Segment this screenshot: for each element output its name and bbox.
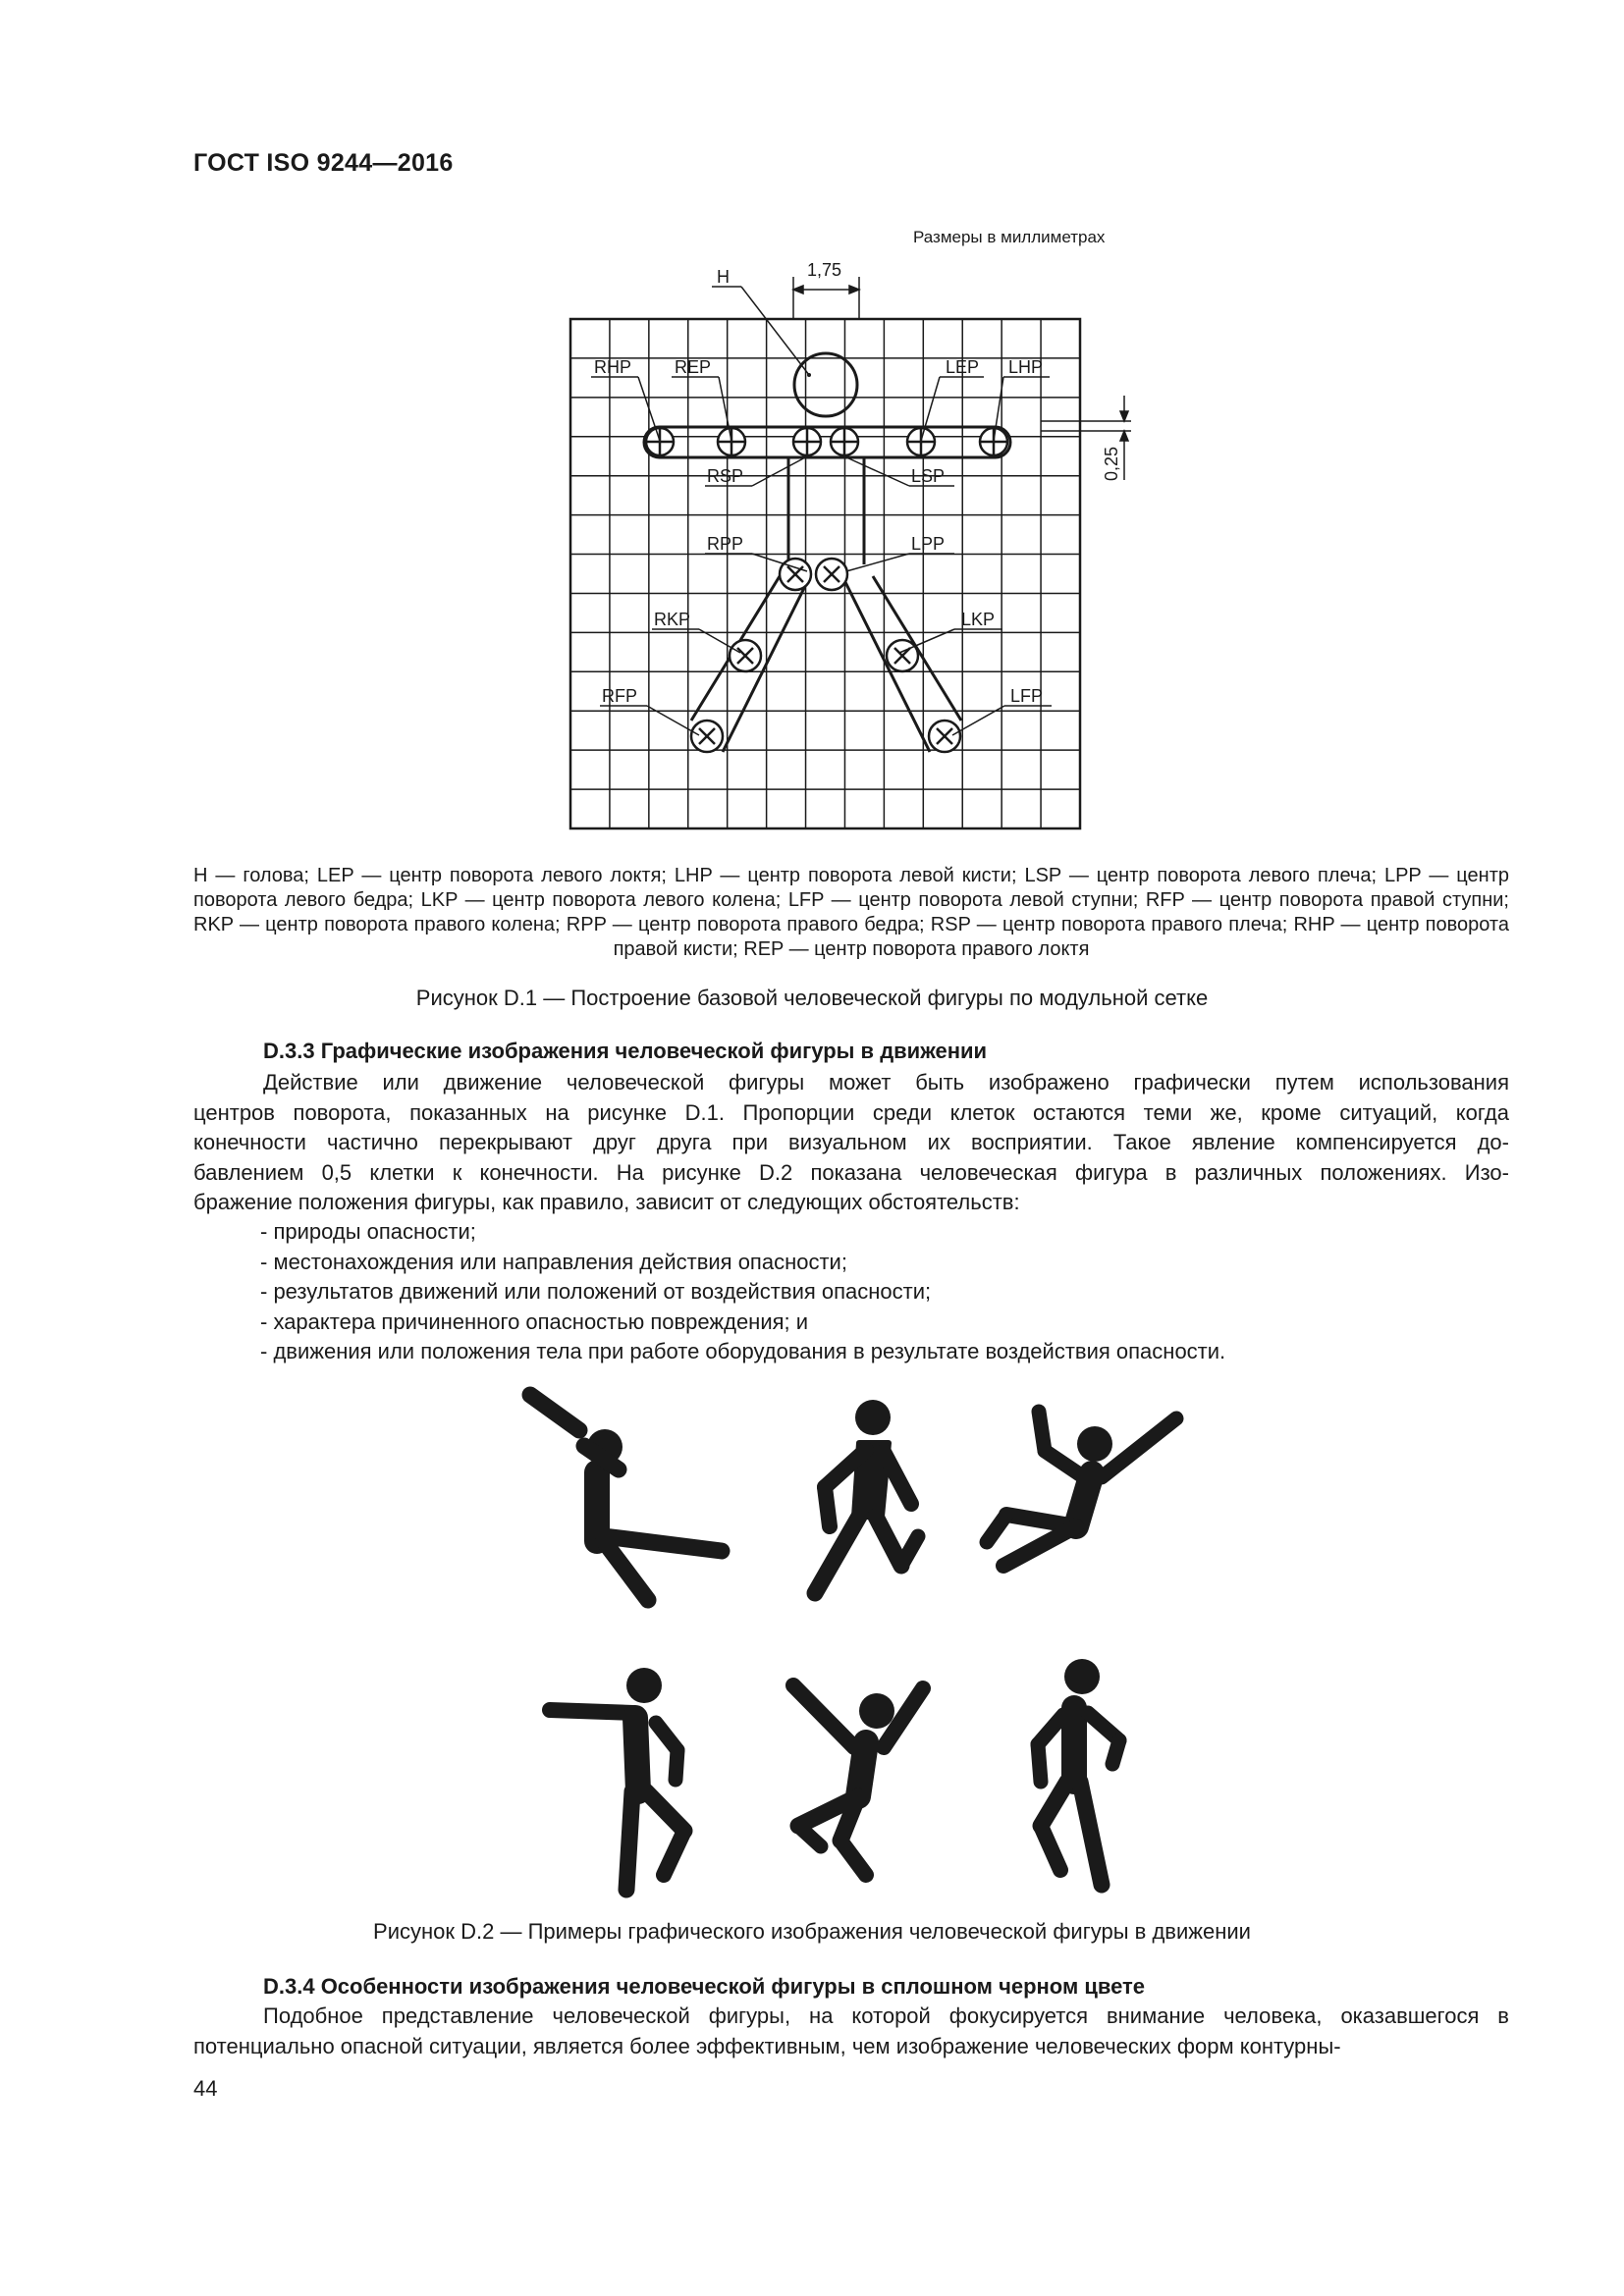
figure-d2-pictograms [491, 1369, 1218, 1914]
section-d34-paragraph: Подобное представление человеческой фигуры, на которой фокусируется внимание человека, оказавшегося в потенциально опасной ситуации, является более эффективным, чем изображение человеческих форм контурны- [193, 2003, 1509, 2058]
pictogram-figure-5 [793, 1685, 923, 1875]
figure-d1-grid-diagram [550, 250, 1139, 839]
section-d33-paragraph [193, 1068, 1509, 1218]
list-item: - движения или положения тела при работе оборудования в результате воздействия опасности. [260, 1339, 1226, 1363]
paragraph-line: Действие или движение человеческой фигуры может быть изображено графически путем использования [263, 1070, 1509, 1095]
page-number: 44 [193, 2076, 218, 2101]
head-circle [794, 353, 857, 416]
label-rkp: RKP [654, 610, 691, 629]
pictogram-figure-4 [550, 1668, 684, 1890]
section-d34-heading: D.3.4 Особенности изображения человеческой фигуры в сплошном черном цвете [263, 1974, 1146, 1999]
list-item: - местонахождения или направления действия опасности; [260, 1249, 847, 1274]
units-note: Размеры в миллиметрах [913, 228, 1106, 246]
arms-bar [644, 427, 1010, 457]
figure-d2-caption: Рисунок D.2 — Примеры графического изображения человеческой фигуры в движении [373, 1919, 1251, 1944]
label-lkp: LKP [961, 610, 996, 629]
pictogram-figure-1 [530, 1395, 722, 1600]
label-rsp: RSP [707, 466, 744, 486]
list-item: - природы опасности; [260, 1219, 476, 1244]
circumstances-list [260, 1217, 1225, 1367]
dimension-top [793, 277, 859, 319]
document-header: ГОСТ ISO 9244—2016 [193, 149, 454, 177]
list-item: - результатов движений или положений от воздействия опасности; [260, 1279, 932, 1304]
label-rpp: RPP [707, 534, 744, 554]
label-lhp: LHP [1008, 357, 1044, 377]
list-item: - характера причиненного опасностью повреждения; и [260, 1308, 809, 1334]
pictogram-figure-6 [1038, 1659, 1119, 1885]
label-rfp: RFP [602, 686, 637, 706]
label-lsp: LSP [911, 466, 946, 486]
paragraph-line: центров поворота, показанных на рисунке D.1. Пропорции среди клеток остаются теми же, кроме ситуаций, когда [193, 1099, 1509, 1125]
section-d33-heading: D.3.3 Графические изображения человеческой фигуры в движении [263, 1039, 988, 1063]
pictogram-figure-2 [815, 1400, 918, 1593]
pictogram-figure-3 [987, 1412, 1176, 1566]
paragraph-line: бражение положения фигуры, как правило, зависит от следующих обстоятельств: [193, 1190, 1020, 1214]
label-lpp: LPP [911, 534, 946, 554]
dimension-side-label: 0,25 [1102, 446, 1121, 481]
dimension-top-label: 1,75 [807, 260, 842, 280]
figure-d1-legend: H — голова; LEP — центр поворота левого локтя; LHP — центр поворота левой кисти; LSP — центр поворота левого плеча; LPP — центр поворота левого бедра; LKP — центр поворота левого колена; LFP — центр поворота левой ступни; RFP — центр поворота правой ступни; RKP — центр поворота правого колена; RPP — центр поворота правого бедра; RSP — центр поворота правого плеча; RHP — центр поворота правой кисти; REP — центр поворота правого локтя [193, 865, 1509, 960]
label-rep: REP [675, 357, 712, 377]
label-h: H [717, 267, 730, 287]
label-lfp: LFP [1010, 686, 1044, 706]
figure-d1-caption: Рисунок D.1 — Построение базовой человеческой фигуры по модульной сетке [415, 986, 1209, 1010]
paragraph-line: конечности частично перекрывают друг друга при визуальном их восприятии. Такое явление компенсируется до- [193, 1130, 1509, 1154]
paragraph-line: бавлением 0,5 клетки к конечности. На рисунке D.2 показана человеческая фигура в различных положениях. Изо- [193, 1159, 1509, 1185]
label-rhp: RHP [594, 357, 632, 377]
label-lep: LEP [946, 357, 980, 377]
